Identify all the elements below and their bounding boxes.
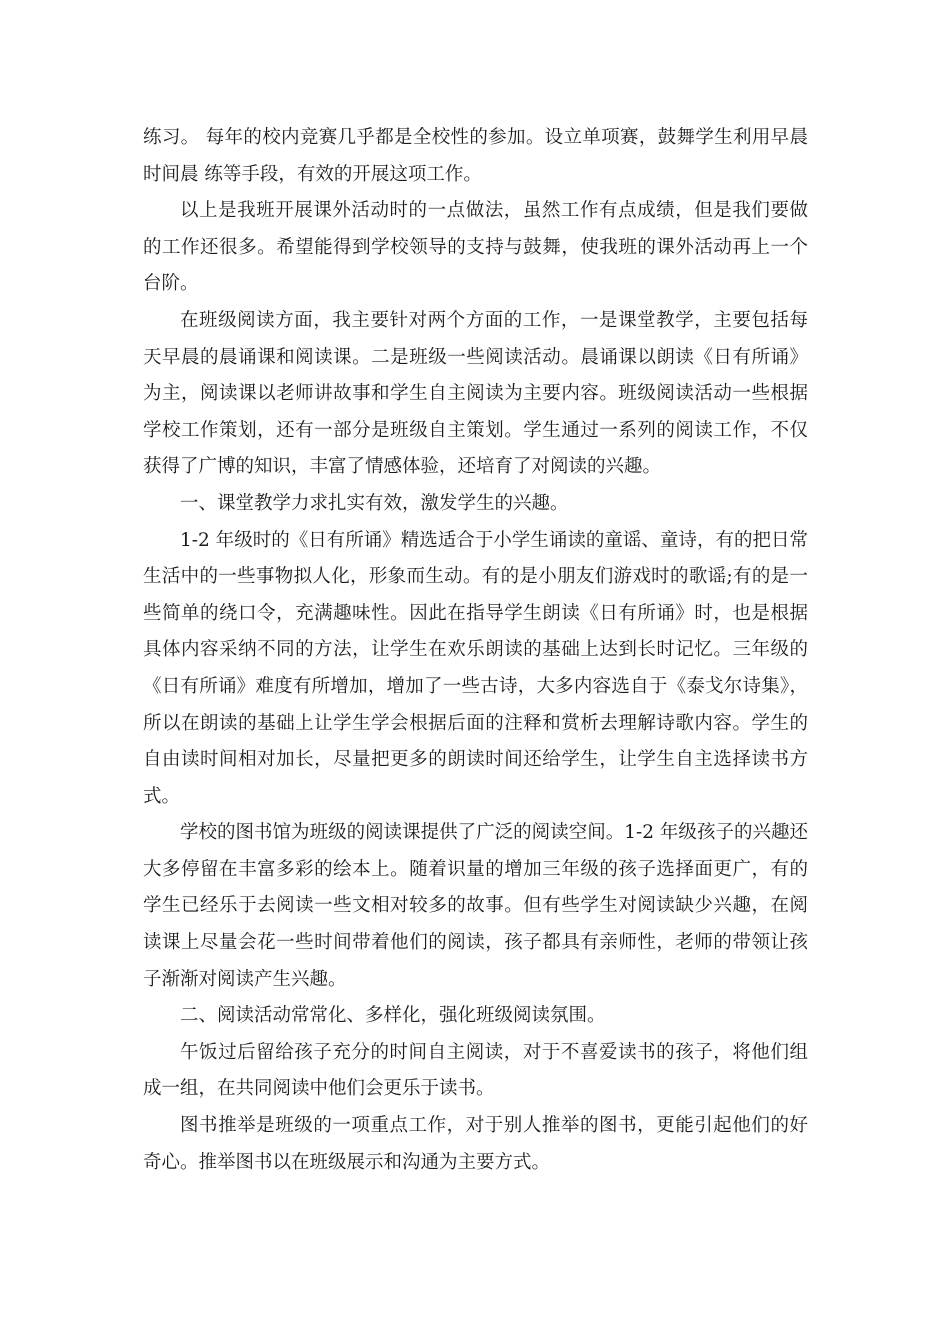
paragraph-6: 午饭过后留给孩子充分的时间自主阅读，对于不喜爱读书的孩子，将他们组成一组，在共同阅读中他们会更乐于读书。 <box>143 1041 808 1100</box>
paragraph-3: 在班级阅读方面，我主要针对两个方面的工作，一是课堂教学，主要包括每天早晨的晨诵课和阅读课。二是班级一些阅读活动。晨诵课以朗读《日有所诵》为主，阅读课以老师讲故事和学生自主阅读为主要内容。班级阅读活动一些根据学校工作策划，还有一部分是班级自主策划。学生通过一系列的阅读工作，不仅获得了广博的知识，丰富了情感体验，还培育了对阅读的兴趣。 <box>143 309 808 478</box>
paragraph-7: 图书推举是班级的一项重点工作，对于别人推举的图书，更能引起他们的好奇心。推举图书以在班级展示和沟通为主要方式。 <box>143 1115 808 1173</box>
section-heading-1: 一、课堂教学力求扎实有效，激发学生的兴趣。 <box>180 492 569 514</box>
paragraph-2: 以上是我班开展课外活动时的一点做法，虽然工作有点成绩，但是我们要做 的工作还很多。希望能得到学校领导的支持与鼓舞，使我班的课外活动再上一个 台阶。 <box>143 200 808 295</box>
paragraph-4: 1-2 年级时的《日有所诵》精选适合于小学生诵读的童谣、童诗，有的把日常生活中的一些事物拟人化，形象而生动。有的是小朋友们游戏时的歌谣;有的是一些简单的绕口令，充满趣味性。因此在指导学生朗读《日有所诵》时，也是根据具体内容采纳不同的方法，让学生在欢乐朗读的基础上达到长时记忆。三年级的《日有所诵》难度有所增加，增加了一些古诗，大多内容选自于《泰戈尔诗集》，所以在朗读的基础上让学生学会根据后面的注释和赏析去理解诗歌内容。学生的自由读时间相对加长，尽量把更多的朗读时间还给学生，让学生自主选择读书方式。 <box>143 529 808 807</box>
section-heading-2: 二、阅读活动常常化、多样化，强化班级阅读氛围。 <box>180 1005 606 1027</box>
paragraph-5: 学校的图书馆为班级的阅读课提供了广泛的阅读空间。1-2 年级孩子的兴趣还大多停留在丰富多彩的绘本上。随着识量的增加三年级的孩子选择面更广，有的学生已经乐于去阅读一些文相对较多的故事。但有些学生对阅读缺少兴趣，在阅读课上尽量会花一些时间带着他们的阅读，孩子都具有亲师性，老师的带领让孩子渐渐对阅读产生兴趣。 <box>143 822 808 990</box>
paragraph-1: 练习。 每年的校内竞赛几乎都是全校性的参加。设立单项赛，鼓舞学生利用早晨时间晨 练等手段，有效的开展这项工作。 <box>143 127 808 185</box>
document-body <box>143 120 808 1181</box>
